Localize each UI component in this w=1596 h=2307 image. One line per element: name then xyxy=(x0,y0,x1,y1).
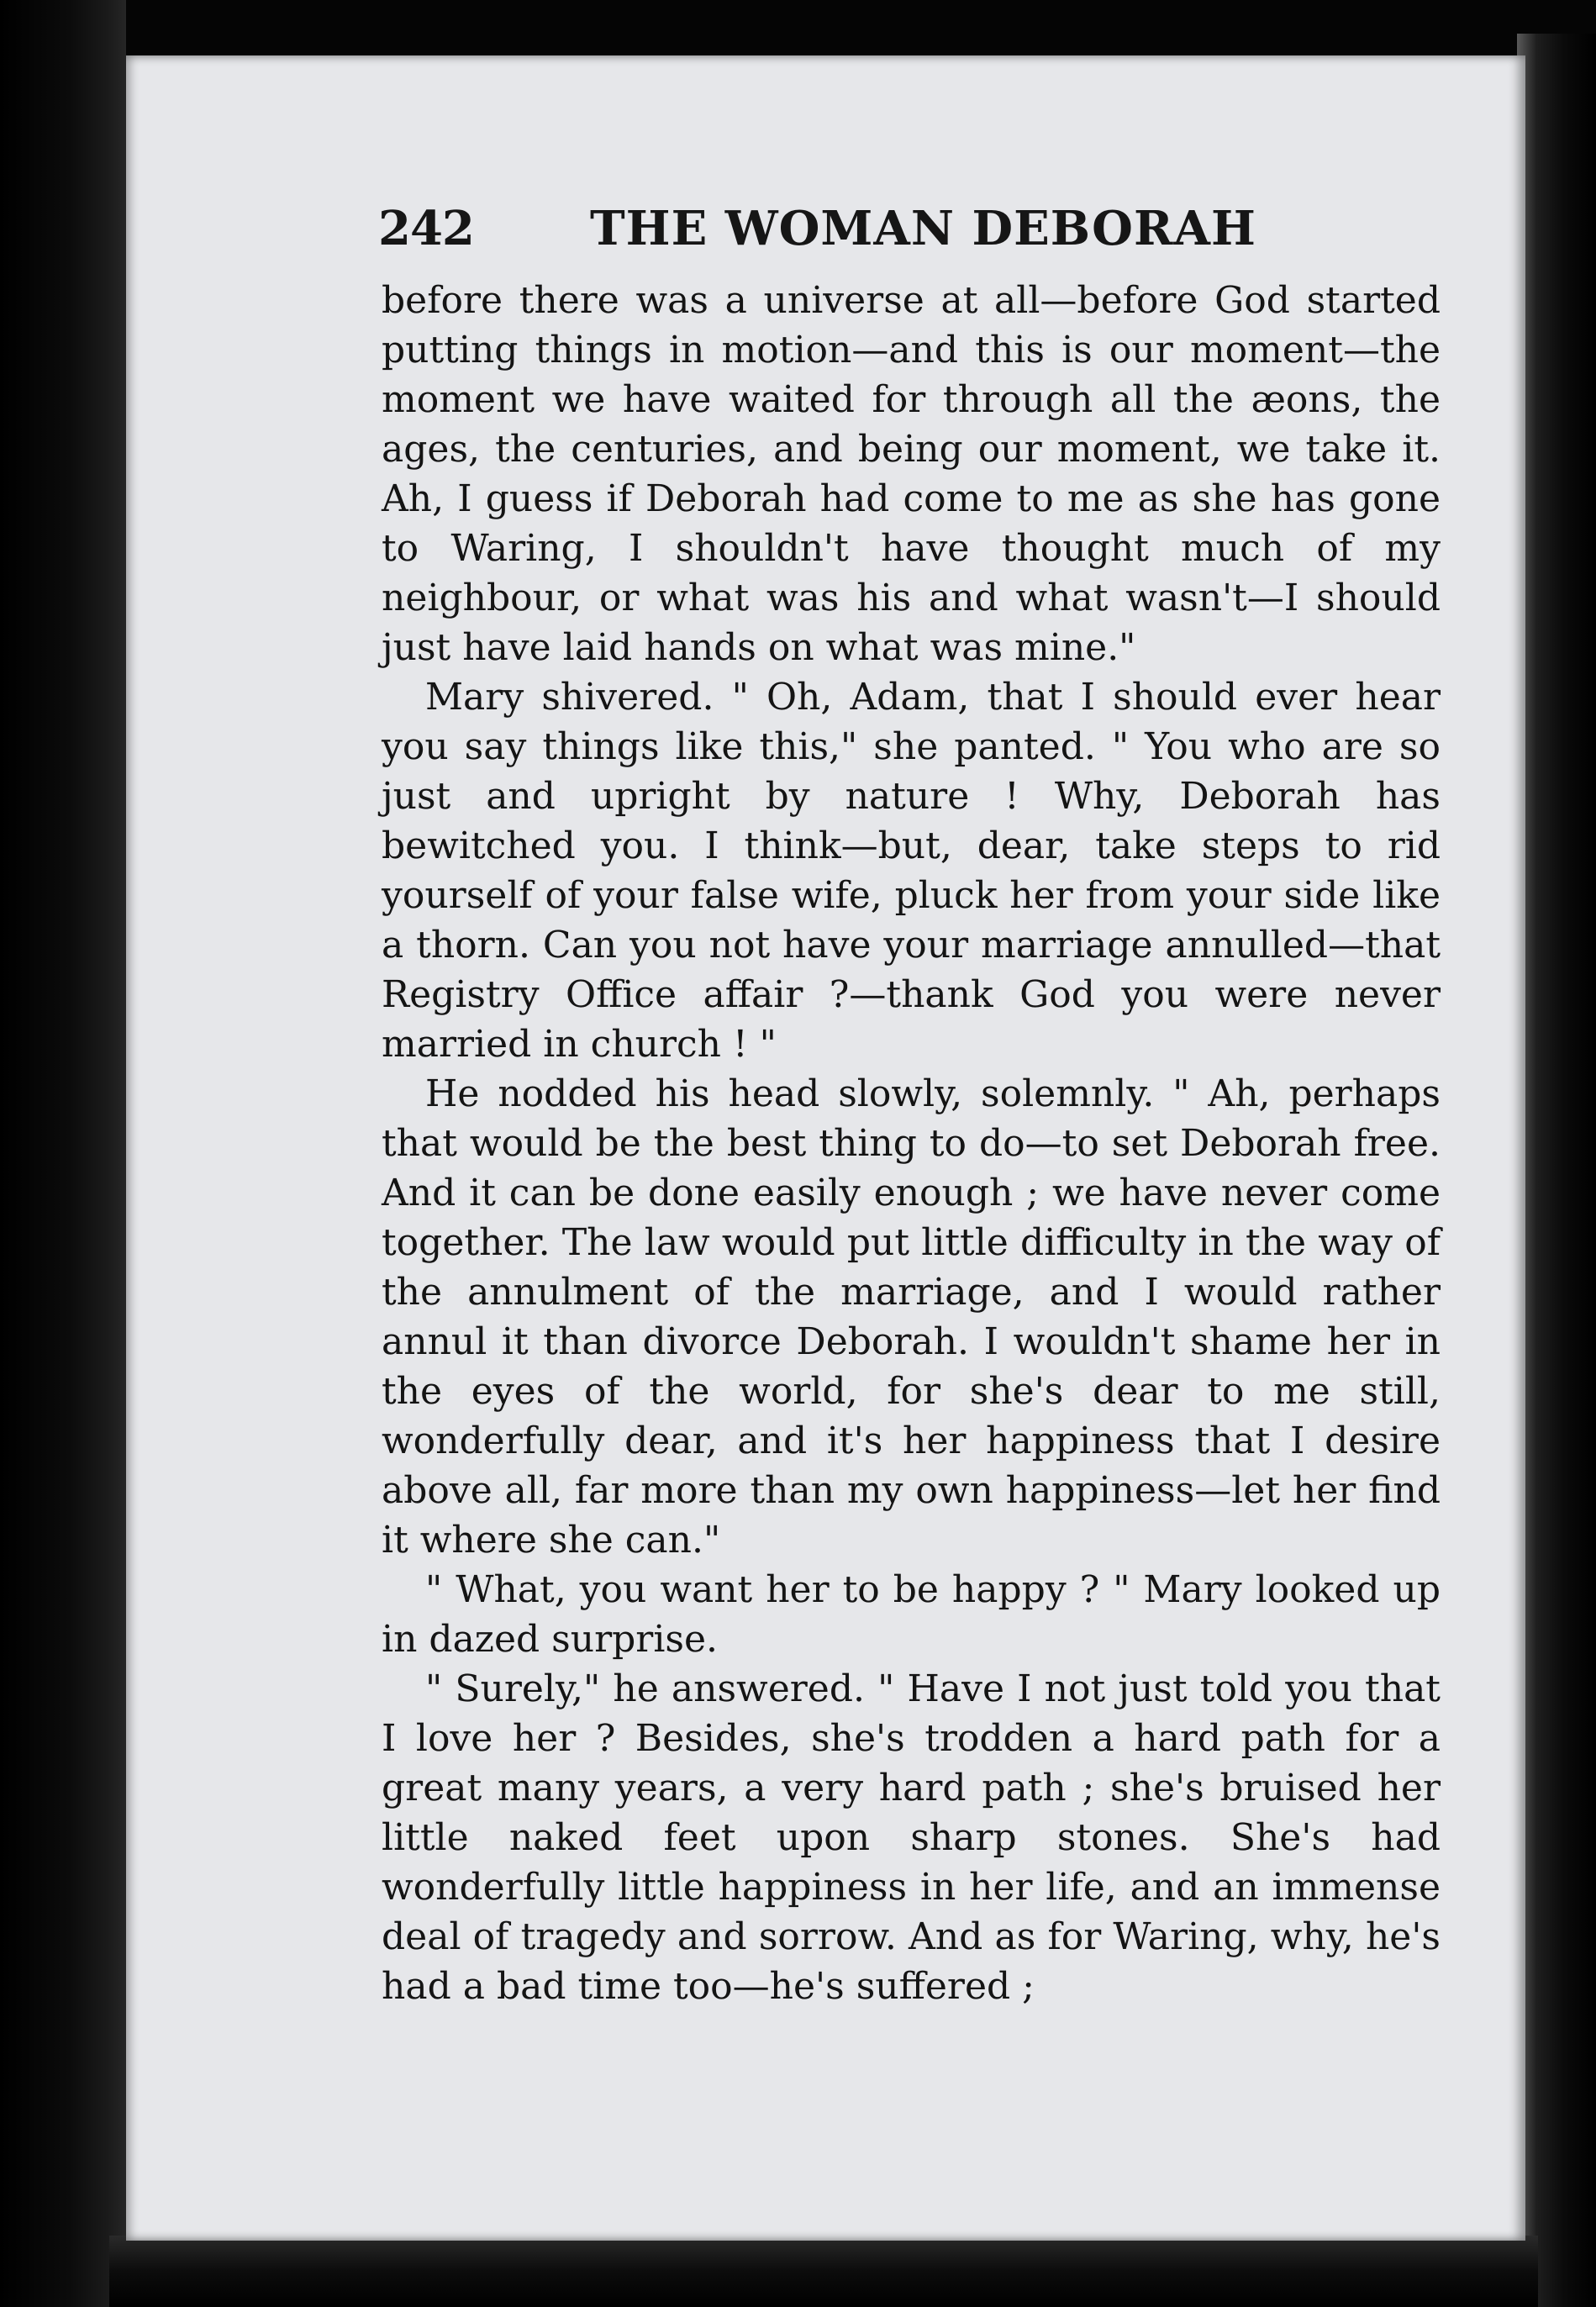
book-bottom-edge xyxy=(109,2236,1538,2307)
page-header xyxy=(252,195,1446,262)
paragraph-2: Mary shivered. " Oh, Adam, that I should ever hear you say things like this," she panted. " You who are so just and upright by nature ! Why, Deborah has bewitched you. I think—but, dear, take steps to rid yourself of your false wife, pluck her from your side like a thorn. Can you not have your marriage annulled—that Registry Office affair ?—thank God you were never married in church ! " xyxy=(382,676,1441,1066)
book-fore-edge xyxy=(1517,34,1596,2307)
page-number: 242 xyxy=(378,201,474,256)
paragraph-5: " Surely," he answered. " Have I not just told you that I love her ? Besides, she's trodden a hard path for a great many years, a very hard path ; she's bruised her little naked feet upon sharp stones. She's had wonderfully little happiness in her life, and an immense deal of tragedy and sorrow. And as for Waring, why, he's had a bad time too—he's suffered ; xyxy=(382,1667,1441,2008)
running-title: THE WOMAN DEBORAH xyxy=(590,201,1256,256)
paragraph-3: He nodded his head slowly, solemnly. " Ah, perhaps that would be the best thing to do—to set Deborah free. And it can be done easily enough ; we have never come together. The law would put little difficulty in the way of the annulment of the marriage, and I would rather annul it than divorce Deborah. I wouldn't shame her in the eyes of the world, for she's dear to me still, wonderfully dear, and it's her happiness that I desire above all, far more than my own happiness—let her find it where she can." xyxy=(382,1072,1441,1562)
book-binding-edge xyxy=(0,0,126,2307)
paragraph-4: " What, you want her to be happy ? " Mary looked up in dazed surprise. xyxy=(382,1568,1441,1661)
paragraph-1: before there was a universe at all—before God started putting things in motion—and this is our moment—the moment we have waited for through all the æons, the ages, the centuries, and being our moment, we take it. Ah, I guess if Deborah had come to me as she has gone to Waring, I shouldn't have thought much of my neighbour, or what was his and what wasn't—I should just have laid hands on what was mine." xyxy=(382,279,1441,669)
body-text xyxy=(382,276,1441,2011)
